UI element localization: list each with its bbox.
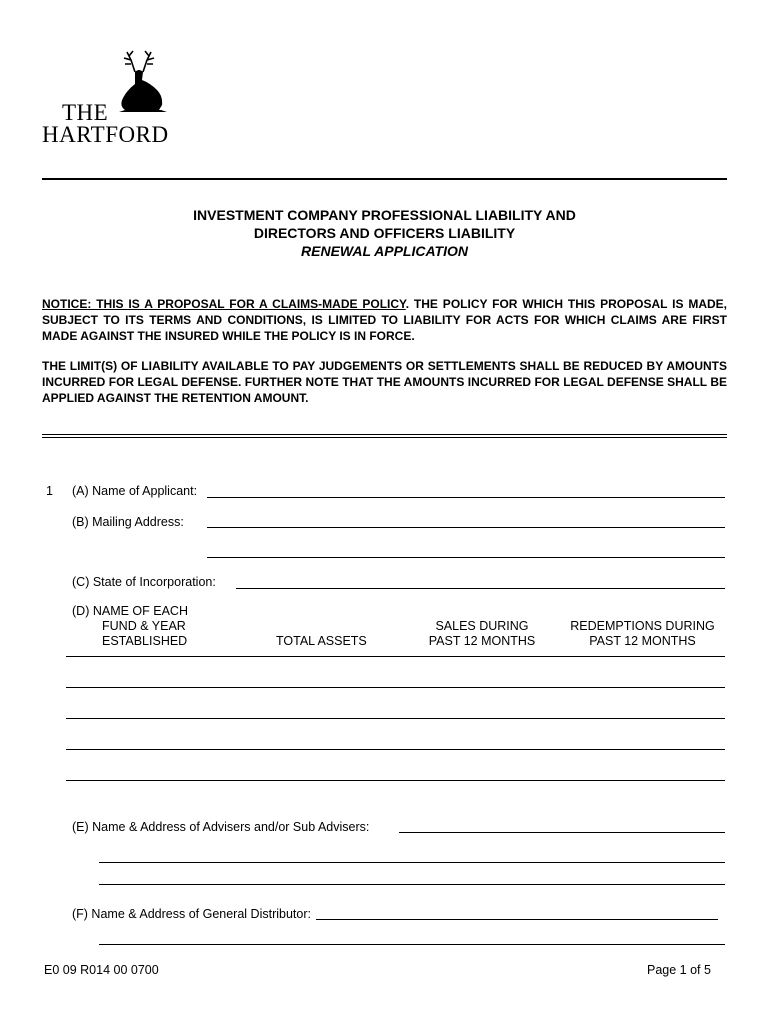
advisers-label: (E) Name & Address of Advisers and/or Sub Advisers: <box>72 820 370 834</box>
advisers-field[interactable] <box>399 832 725 833</box>
fund-name-header: (D) NAME OF EACH FUND & YEAR ESTABLISHED <box>72 604 188 648</box>
fund-table-header-line <box>66 656 725 657</box>
sales-header: SALES DURING PAST 12 MONTHS <box>428 619 536 648</box>
title-line-3: RENEWAL APPLICATION <box>301 243 468 259</box>
logo-text-the: THE <box>62 100 109 125</box>
limits-paragraph: THE LIMIT(S) OF LIABILITY AVAILABLE TO PAY JUDGEMENTS OR SETTLEMENTS SHALL BE REDUCED BY AMOUNTS INCURRED FOR LEGAL DEFENSE. FURTHER NOTE THAT THE AMOUNTS INCURRED FOR LEGAL DEFENSE SHALL BE APPLIED AGAINST THE RETENTION AMOUNT. <box>42 359 727 405</box>
stag-icon <box>105 50 175 112</box>
redemptions-header: REDEMPTIONS DURING PAST 12 MONTHS <box>570 619 715 648</box>
hartford-logo <box>40 50 180 155</box>
fund-row-line[interactable] <box>66 780 725 781</box>
fund-row-line[interactable] <box>66 687 725 688</box>
total-assets-header: TOTAL ASSETS <box>276 634 367 648</box>
mailing-address-field[interactable] <box>207 527 725 528</box>
advisers-field-3[interactable] <box>99 884 725 885</box>
advisers-field-2[interactable] <box>99 862 725 863</box>
mailing-address-field-2[interactable] <box>207 557 725 558</box>
notice-body: . THE POLICY FOR WHICH THIS PROPOSAL IS MADE, SUBJECT TO ITS TERMS AND CONDITIONS, IS LIMITED TO LIABILITY FOR ACTS FOR WHICH CLAIMS ARE FIRST MADE AGAINST THE INSURED WHILE THE POLICY IS IN FORCE. <box>42 297 727 343</box>
applicant-name-field[interactable] <box>207 497 725 498</box>
top-rule <box>42 178 727 180</box>
fund-row-line[interactable] <box>66 749 725 750</box>
page-number: Page 1 of 5 <box>647 963 711 977</box>
form-title <box>42 206 727 260</box>
section-divider <box>42 434 727 438</box>
title-line-2: DIRECTORS AND OFFICERS LIABILITY <box>253 225 516 241</box>
state-of-incorporation-label: (C) State of Incorporation: <box>72 575 216 589</box>
notice-heading: NOTICE: THIS IS A PROPOSAL FOR A CLAIMS-MADE POLICY <box>42 297 406 311</box>
notice-paragraph <box>42 296 727 344</box>
fund-row-line[interactable] <box>66 718 725 719</box>
general-distributor-field-2[interactable] <box>99 944 725 945</box>
logo-text-hartford: HARTFORD <box>42 122 169 147</box>
form-number: E0 09 R014 00 0700 <box>44 963 159 977</box>
general-distributor-field[interactable] <box>316 919 718 920</box>
general-distributor-label: (F) Name & Address of General Distributor: <box>72 907 311 921</box>
state-of-incorporation-field[interactable] <box>236 588 725 589</box>
title-line-1: INVESTMENT COMPANY PROFESSIONAL LIABILITY AND <box>193 207 576 223</box>
mailing-address-label: (B) Mailing Address: <box>72 515 184 529</box>
applicant-name-label: (A) Name of Applicant: <box>72 484 198 498</box>
question-number: 1 <box>46 484 53 498</box>
